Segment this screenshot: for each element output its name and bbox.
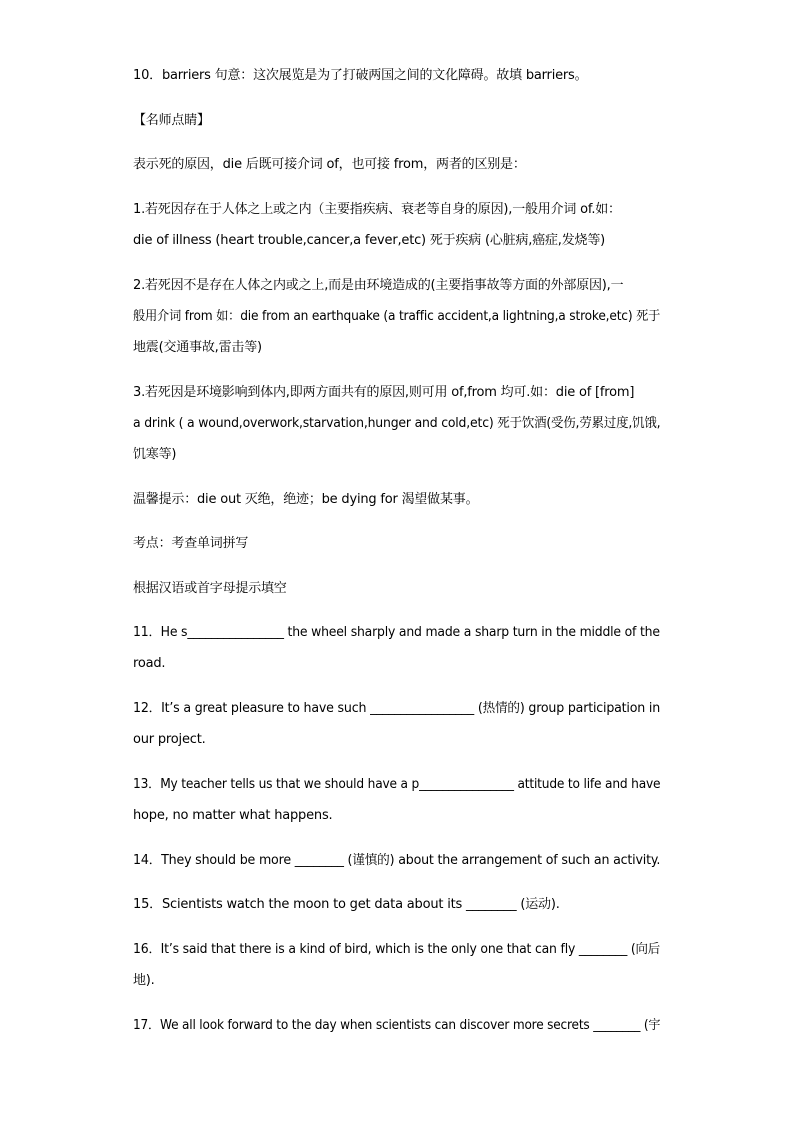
tips-point-2-line-3: 地震(交通事故,雷击等) bbox=[133, 340, 262, 355]
question-11-line-1: 11．He s________________ the wheel sharply and made a sharp turn in the middle of the bbox=[133, 625, 660, 640]
warm-reminder: 温馨提示：die out 灭绝，绝迹；be dying for 渴望做某事。 bbox=[133, 492, 479, 507]
tips-intro: 表示死的原因，die 后既可接介词 of，也可接 from，两者的区别是： bbox=[133, 157, 526, 172]
question-12-line-1: 12．It’s a great pleasure to have such _________________ (热情的) group participation in bbox=[133, 701, 661, 716]
question-15: 15．Scientists watch the moon to get data about its ________ (运动). bbox=[133, 897, 560, 912]
tips-point-2-line-2: 般用介词 from 如：die from an earthquake (a traffic accident,a lightning,a stroke,etc) 死于 bbox=[133, 309, 661, 324]
question-16-line-1: 16．It’s said that there is a kind of bird, which is the only one that can fly ________ (向后 bbox=[133, 942, 661, 957]
tips-point-1-line-1: 1.若死因存在于人体之上或之内（主要指疾病、衰老等自身的原因),一般用介词 of.如： bbox=[133, 202, 621, 217]
question-11-line-2: road. bbox=[133, 656, 166, 671]
question-16-line-2: 地). bbox=[133, 973, 155, 988]
tips-point-3-line-3: 饥寒等) bbox=[133, 447, 177, 462]
teacher-tips-heading: 【名师点睛】 bbox=[133, 113, 210, 128]
tips-point-1-line-2: die of illness (heart trouble,cancer,a fever,etc) 死于疾病 (心脏病,癌症,发烧等) bbox=[133, 233, 606, 248]
tips-point-3-line-1: 3.若死因是环境影响到体内,即两方面共有的原因,则可用 of,from 均可.如：die of [from] bbox=[133, 385, 635, 400]
tips-point-2-line-1: 2.若死因不是存在人体之内或之上,而是由环境造成的(主要指事故等方面的外部原因),一 bbox=[133, 278, 624, 293]
tips-point-3-line-2: a drink ( a wound,overwork,starvation,hunger and cold,etc) 死于饮酒(受伤,劳累过度,饥饿, bbox=[133, 416, 661, 431]
question-13-line-1: 13．My teacher tells us that we should have a p________________ attitude to life and have bbox=[133, 777, 661, 792]
section-instruction: 根据汉语或首字母提示填空 bbox=[133, 581, 287, 596]
question-13-line-2: hope, no matter what happens. bbox=[133, 808, 333, 823]
question-12-line-2: our project. bbox=[133, 732, 206, 747]
exam-point: 考点：考查单词拼写 bbox=[133, 536, 249, 551]
question-14: 14．They should be more ________ (谨慎的) about the arrangement of such an activity. bbox=[133, 853, 661, 868]
question-17-line-1: 17．We all look forward to the day when scientists can discover more secrets ________ (宇 bbox=[133, 1018, 661, 1033]
answer-10-explanation: 10．barriers 句意：这次展览是为了打破两国之间的文化障碍。故填 barriers。 bbox=[133, 68, 588, 83]
